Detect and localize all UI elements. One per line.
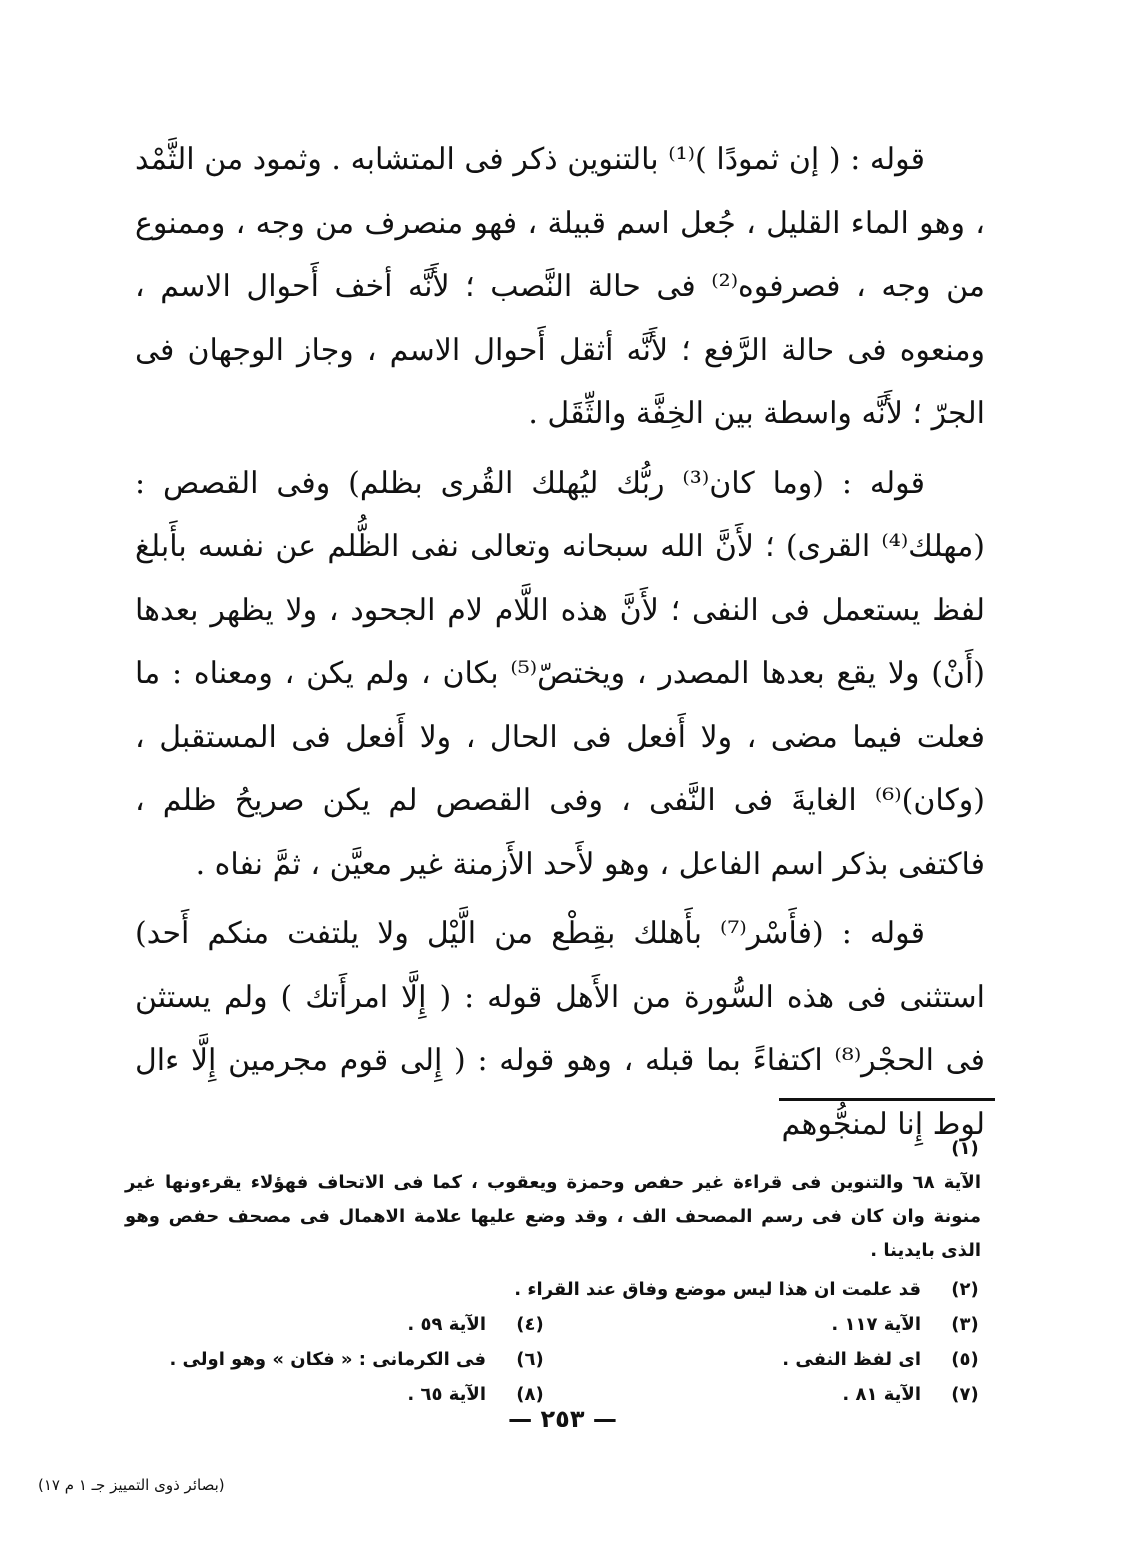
footnote-number: (٨) (516, 1383, 544, 1405)
footnote-number: (٢) (951, 1278, 979, 1300)
footnote-divider (779, 1098, 995, 1101)
footnote-number: (٤) (516, 1313, 544, 1335)
footnote-row (125, 1342, 995, 1377)
footnote-2 (125, 1273, 995, 1307)
paragraph: قوله : ( إن ثمودًا )⁽¹⁾ بالتنوين ذكر فى المتشابه . وثمود من الثَّمْد ، وهو الماء القليل ، جُعل اسم قبيلة ، فهو منصرف من وجه ، وممنوع من وجه ، فصرفوه⁽²⁾ فى حالة النَّصب ؛ لأَنَّه أخف أَحوال الاسم ، ومنعوه فى حالة الرَّفع ؛ لأَنَّه أثقل أَحوال الاسم ، وجاز الوجهان فى الجرّ ؛ لأَنَّه واسطة بين الخِفَّة والثِّقَل . (135, 142, 985, 431)
main-text (135, 128, 985, 1162)
footnote-row (125, 1307, 995, 1342)
printer-signature: (بصائر ذوى التمييز جـ ١ م ١٧) (38, 1476, 225, 1494)
footnote-number: (٥) (951, 1348, 979, 1370)
footnote-text: اى لفظ النفى . (782, 1348, 921, 1370)
paragraph: قوله : (وما كان⁽³⁾ ربُّك ليُهلك القُرى بظلم) وفى القصص : (مهلك⁽⁴⁾ القرى) ؛ لأَنَّ الله سبحانه وتعالى نفى الظُّلم عن نفسه بأَبلغ لفظ يستعمل فى النفى ؛ لأَنَّ هذه اللَّام لام الجحود ، ولا يظهر بعدها (أَنْ) ولا يقع بعدها المصدر ، ويختصّ⁽⁵⁾ بكان ، ولم يكن ، ومعناه : ما فعلت فيما مضى ، ولا أَفعل فى الحال ، ولا أَفعل فى المستقبل ، (وكان)⁽⁶⁾ الغايةَ فى النَّفى ، وفى القصص لم يكن صريحُ ظلم ، فاكتفى بذكر اسم الفاعل ، وهو لأَحد الأَزمنة غير معيَّن ، ثمَّ نفاه . (135, 465, 985, 882)
footnote-number: (٧) (951, 1383, 979, 1405)
footnote-row (125, 1272, 995, 1307)
footnote-number: (٣) (951, 1313, 979, 1335)
footnotes (125, 1132, 995, 1412)
footnote-text: الآية ١١٧ . (831, 1313, 921, 1335)
footnote-text: الآية ٨١ . (842, 1383, 921, 1405)
footnote-6 (125, 1343, 560, 1377)
footnote-1 (125, 1132, 995, 1268)
footnote-number: (١) (951, 1138, 979, 1159)
footnote-3 (560, 1308, 995, 1342)
footnote-text: الآية ٦٨ والتنوين فى قراءة غير حفص وحمزة ويعقوب ، كما فى الاتحاف فهؤلاء يقرءونها غير منونة وان كان فى رسم المصحف الف ، وقد وضع عليها علامة الاهمال فى مصحف حفص وهو الذى بايدينا . (125, 1172, 981, 1261)
footnote-number: (٦) (516, 1348, 544, 1370)
footnote-5 (560, 1343, 995, 1377)
footnote-text: قد علمت ان هذا ليس موضع وفاق عند القراء . (514, 1278, 921, 1300)
footnote-text: الآية ٦٥ . (407, 1383, 486, 1405)
paragraph: قوله : (فأَسْر⁽⁷⁾ بأَهلك بقِطْع من الَّيْل ولا يلتفت منكم أَحد) استثنى فى هذه السُّورة من الأَهل قوله : ( إِلَّا امرأَتك ) ولم يستثن فى الحجْر⁽⁸⁾ اكتفاءً بما قبله ، وهو قوله : ( إِلى قوم مجرمين إِلَّا ءال لوط إِنا لمنجُّوهم (135, 916, 985, 1142)
footnote-text: الآية ٥٩ . (407, 1313, 486, 1335)
footnote-text: فى الكرمانى : « فكان » وهو اولى . (169, 1348, 486, 1370)
footnote-4 (125, 1308, 560, 1342)
page-number: — ٢٥٣ — (508, 1405, 617, 1433)
